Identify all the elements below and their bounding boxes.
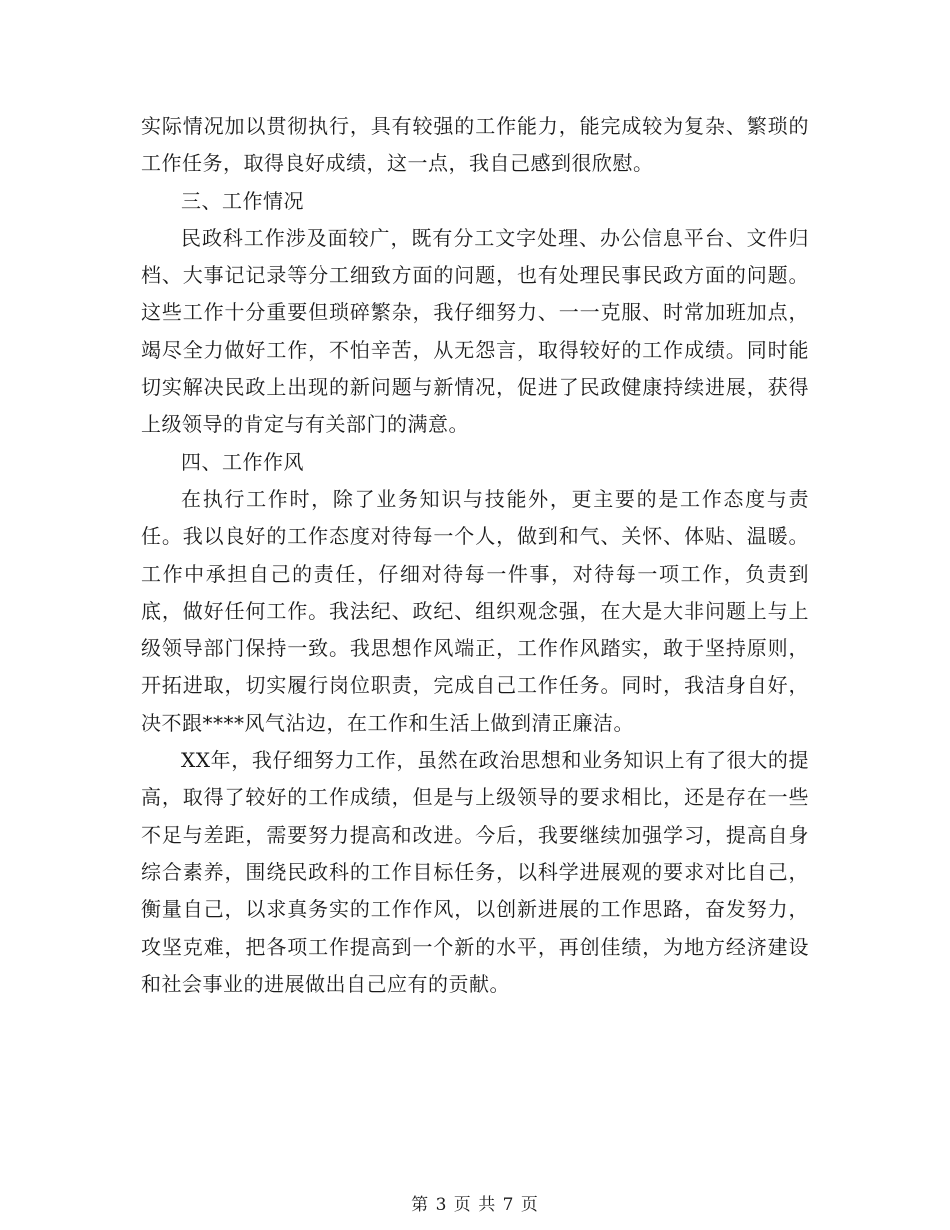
paragraph-conclusion: XX年，我仔细努力工作，虽然在政治思想和业务知识上有了很大的提高，取得了较好的工作成绩，但是与上级领导的要求相比，还是存在一些不足与差距，需要努力提高和改进。今后，我要继续加强学习，提高自身综合素养，围绕民政科的工作目标任务，以科学进展观的要求对比自己，衡量自己，以求真务实的工作作风，以创新进展的工作思路，奋发努力，攻坚克难，把各项工作提高到一个新的水平，再创佳绩，为地方经济建设和社会事业的进展做出自己应有的贡献。	[141, 748, 809, 996]
paragraph-continuation: 实际情况加以贯彻执行，具有较强的工作能力，能完成较为复杂、繁琐的工作任务，取得良好成绩，这一点，我自己感到很欣慰。	[141, 114, 809, 176]
paragraph-work-style: 在执行工作时，除了业务知识与技能外，更主要的是工作态度与责任。我以良好的工作态度对待每一个人，做到和气、关怀、体贴、温暖。工作中承担自己的责任，仔细对待每一件事，对待每一项工作，负责到底，做好任何工作。我法纪、政纪、组织观念强，在大是大非问题上与上级领导部门保持一致。我思想作风端正，工作作风踏实，敢于坚持原则，开拓进取，切实履行岗位职责，完成自己工作任务。同时，我洁身自好，决不跟****风气沾边，在工作和生活上做到清正廉洁。	[141, 486, 809, 735]
page-number-footer: 第 3 页 共 7 页	[411, 1195, 539, 1215]
paragraph-work-status: 民政科工作涉及面较广，既有分工文字处理、办公信息平台、文件归档、大事记记录等分工细致方面的问题，也有处理民事民政方面的问题。这些工作十分重要但琐碎繁杂，我仔细努力、一一克服、时常加班加点，竭尽全力做好工作，不怕辛苦，从无怨言，取得较好的工作成绩。同时能切实解决民政上出现的新问题与新情况，促进了民政健康持续进展，获得上级领导的肯定与有关部门的满意。	[141, 225, 809, 437]
section-heading-work-style: 四、工作作风	[181, 449, 304, 474]
section-heading-work-status: 三、工作情况	[181, 188, 304, 213]
document-body	[141, 108, 809, 1003]
